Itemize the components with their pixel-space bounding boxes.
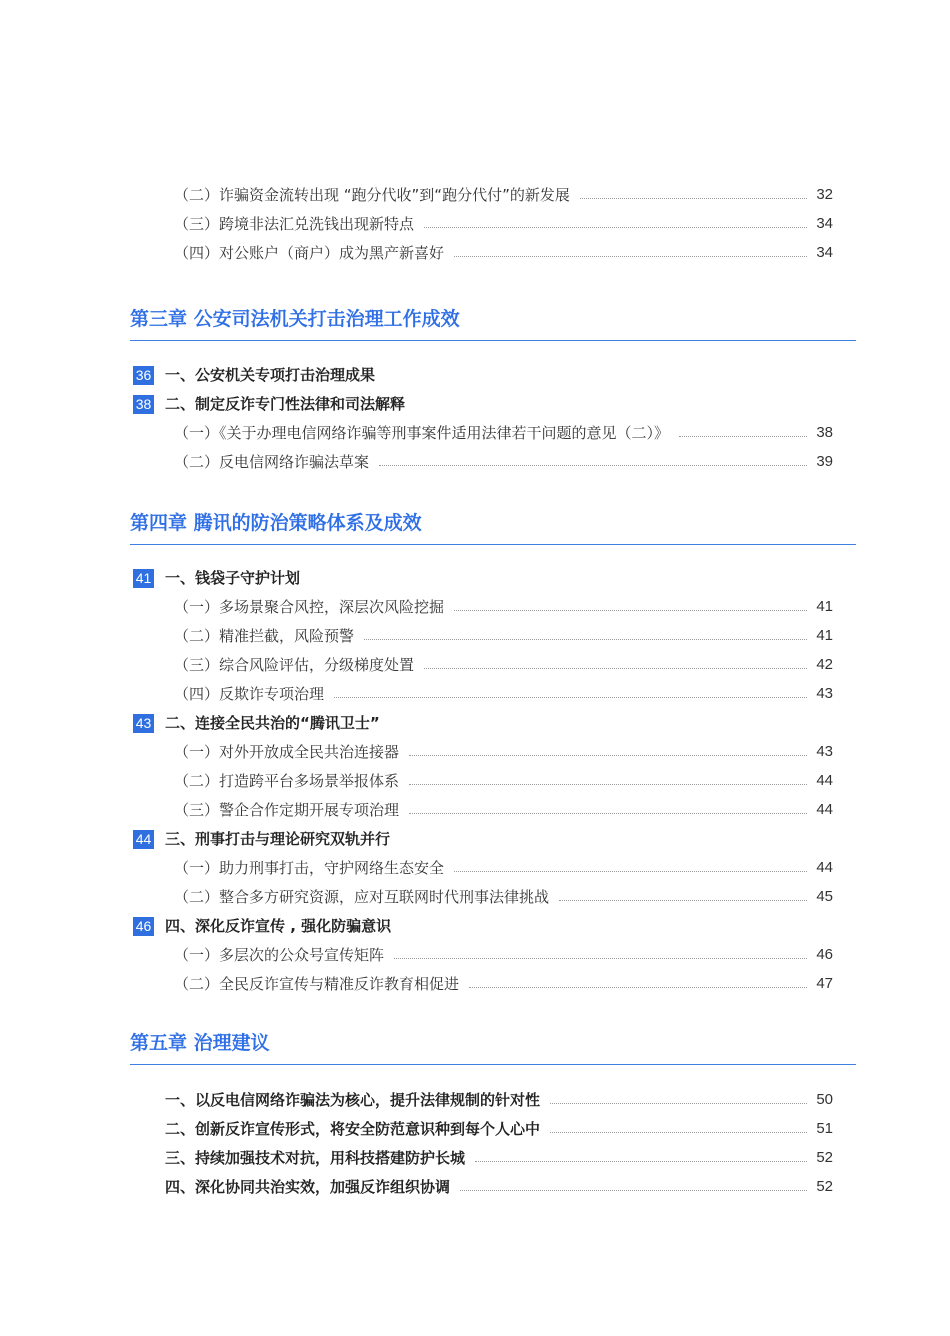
toc-entry[interactable] [174, 241, 833, 265]
toc-section[interactable] [165, 566, 833, 590]
toc-section-label: 一、公安机关专项打击治理成果 [165, 366, 376, 384]
toc-entry-label: （一）多层次的公众号宣传矩阵 [174, 946, 385, 964]
toc-section[interactable] [165, 711, 833, 735]
toc-section[interactable] [165, 914, 833, 938]
toc-entry-page: 41 [816, 627, 833, 644]
page-badge: 41 [133, 569, 154, 588]
toc-entry-page: 39 [816, 453, 833, 470]
toc-entry-page: 34 [816, 244, 833, 261]
toc-entry[interactable] [174, 624, 833, 648]
dot-leader [550, 1103, 807, 1104]
toc-entry-page: 43 [816, 685, 833, 702]
toc-entry[interactable] [174, 769, 833, 793]
toc-entry-page: 32 [816, 186, 833, 203]
dot-leader [454, 256, 807, 257]
toc-entry-page: 44 [816, 801, 833, 818]
toc-section-label: 二、创新反诈宣传形式，将安全防范意识种到每个人心中 [165, 1120, 541, 1138]
toc-entry-page: 45 [816, 888, 833, 905]
toc-entry-label: （四）对公账户（商户）成为黑产新喜好 [174, 244, 445, 262]
dot-leader [580, 198, 807, 199]
toc-entry-label: （二）打造跨平台多场景举报体系 [174, 772, 400, 790]
toc-entry-page: 52 [816, 1178, 833, 1195]
toc-entry[interactable] [174, 183, 833, 207]
chapter-title: 第五章 治理建议 [130, 1032, 270, 1054]
toc-section-label: 二、连接全民共治的“腾讯卫士” [165, 714, 380, 732]
toc-entry-page: 34 [816, 215, 833, 232]
toc-section[interactable] [165, 1117, 833, 1141]
chapter-heading-5[interactable] [130, 1030, 856, 1065]
toc-section-label: 三、刑事打击与理论研究双轨并行 [165, 830, 391, 848]
toc-entry-page: 42 [816, 656, 833, 673]
dot-leader [424, 227, 807, 228]
toc-entry[interactable] [174, 740, 833, 764]
toc-entry-page: 52 [816, 1149, 833, 1166]
dot-leader [409, 755, 807, 756]
page-badge: 36 [133, 366, 154, 385]
toc-entry[interactable] [174, 885, 833, 909]
toc-section-label: 四、深化协同共治实效，加强反诈组织协调 [165, 1178, 451, 1196]
dot-leader [364, 639, 807, 640]
dot-leader [454, 610, 807, 611]
page-badge: 44 [133, 830, 154, 849]
dot-leader [475, 1161, 807, 1162]
toc-entry-label: （三）综合风险评估，分级梯度处置 [174, 656, 415, 674]
toc-entry-label: （三）跨境非法汇兑洗钱出现新特点 [174, 215, 415, 233]
page-badge: 43 [133, 714, 154, 733]
toc-entry-label: （一）《关于办理电信网络诈骗等刑事案件适用法律若干问题的意见（二）》 [174, 424, 670, 442]
toc-section[interactable] [165, 363, 833, 387]
toc-section[interactable] [165, 827, 833, 851]
toc-entry-label: （二）精准拦截，风险预警 [174, 627, 355, 645]
dot-leader [334, 697, 807, 698]
toc-entry-page: 41 [816, 598, 833, 615]
chapter-heading-3[interactable] [130, 306, 856, 341]
toc-entry-page: 46 [816, 946, 833, 963]
toc-entry-label: （二）诈骗资金流转出现 “跑分代收”到“跑分代付”的新发展 [174, 186, 570, 204]
toc-entry[interactable] [174, 972, 833, 996]
toc-section[interactable] [165, 1088, 833, 1112]
toc-entry[interactable] [174, 653, 833, 677]
toc-entry-page: 44 [816, 772, 833, 789]
toc-entry-label: （一）助力刑事打击，守护网络生态安全 [174, 859, 445, 877]
toc-entry-label: （三）警企合作定期开展专项治理 [174, 801, 400, 819]
dot-leader [469, 987, 807, 988]
dot-leader [424, 668, 807, 669]
chapter-title: 第三章 公安司法机关打击治理工作成效 [130, 308, 460, 330]
toc-section[interactable] [165, 392, 833, 416]
dot-leader [559, 900, 807, 901]
dot-leader [550, 1132, 807, 1133]
dot-leader [454, 871, 807, 872]
toc-section-label: 三、持续加强技术对抗，用科技搭建防护长城 [165, 1149, 466, 1167]
toc-entry[interactable] [174, 450, 833, 474]
toc-section-label: 二、制定反诈专门性法律和司法解释 [165, 395, 406, 413]
toc-entry-label: （二）整合多方研究资源，应对互联网时代刑事法律挑战 [174, 888, 550, 906]
dot-leader [379, 465, 807, 466]
chapter-heading-4[interactable] [130, 510, 856, 545]
chapter-title: 第四章 腾讯的防治策略体系及成效 [130, 512, 422, 534]
toc-entry-label: （四）反欺诈专项治理 [174, 685, 325, 703]
toc-entry-page: 50 [816, 1091, 833, 1108]
toc-entry-page: 47 [816, 975, 833, 992]
dot-leader [409, 784, 807, 785]
page-badge: 46 [133, 917, 154, 936]
toc-entry[interactable] [174, 421, 833, 445]
toc-section[interactable] [165, 1146, 833, 1170]
toc-entry[interactable] [174, 595, 833, 619]
toc-entry[interactable] [174, 212, 833, 236]
toc-entry-page: 43 [816, 743, 833, 760]
dot-leader [460, 1190, 807, 1191]
toc-section-label: 四、深化反诈宣传 , 强化防骗意识 [165, 917, 392, 935]
toc-entry-label: （一）对外开放成全民共治连接器 [174, 743, 400, 761]
toc-entry[interactable] [174, 682, 833, 706]
toc-entry-label: （一）多场景聚合风控，深层次风险挖掘 [174, 598, 445, 616]
toc-section[interactable] [165, 1175, 833, 1199]
page-badge: 38 [133, 395, 154, 414]
dot-leader [409, 813, 807, 814]
toc-section-label: 一、以反电信网络诈骗法为核心，提升法律规制的针对性 [165, 1091, 541, 1109]
toc-entry[interactable] [174, 798, 833, 822]
toc-entry-label: （二）反电信网络诈骗法草案 [174, 453, 370, 471]
toc-entry-page: 38 [816, 424, 833, 441]
toc-entry-page: 51 [816, 1120, 833, 1137]
toc-entry-page: 44 [816, 859, 833, 876]
toc-entry[interactable] [174, 943, 833, 967]
toc-entry-label: （二）全民反诈宣传与精准反诈教育相促进 [174, 975, 460, 993]
toc-entry[interactable] [174, 856, 833, 880]
toc-section-label: 一、钱袋子守护计划 [165, 569, 301, 587]
dot-leader [394, 958, 807, 959]
dot-leader [679, 436, 807, 437]
